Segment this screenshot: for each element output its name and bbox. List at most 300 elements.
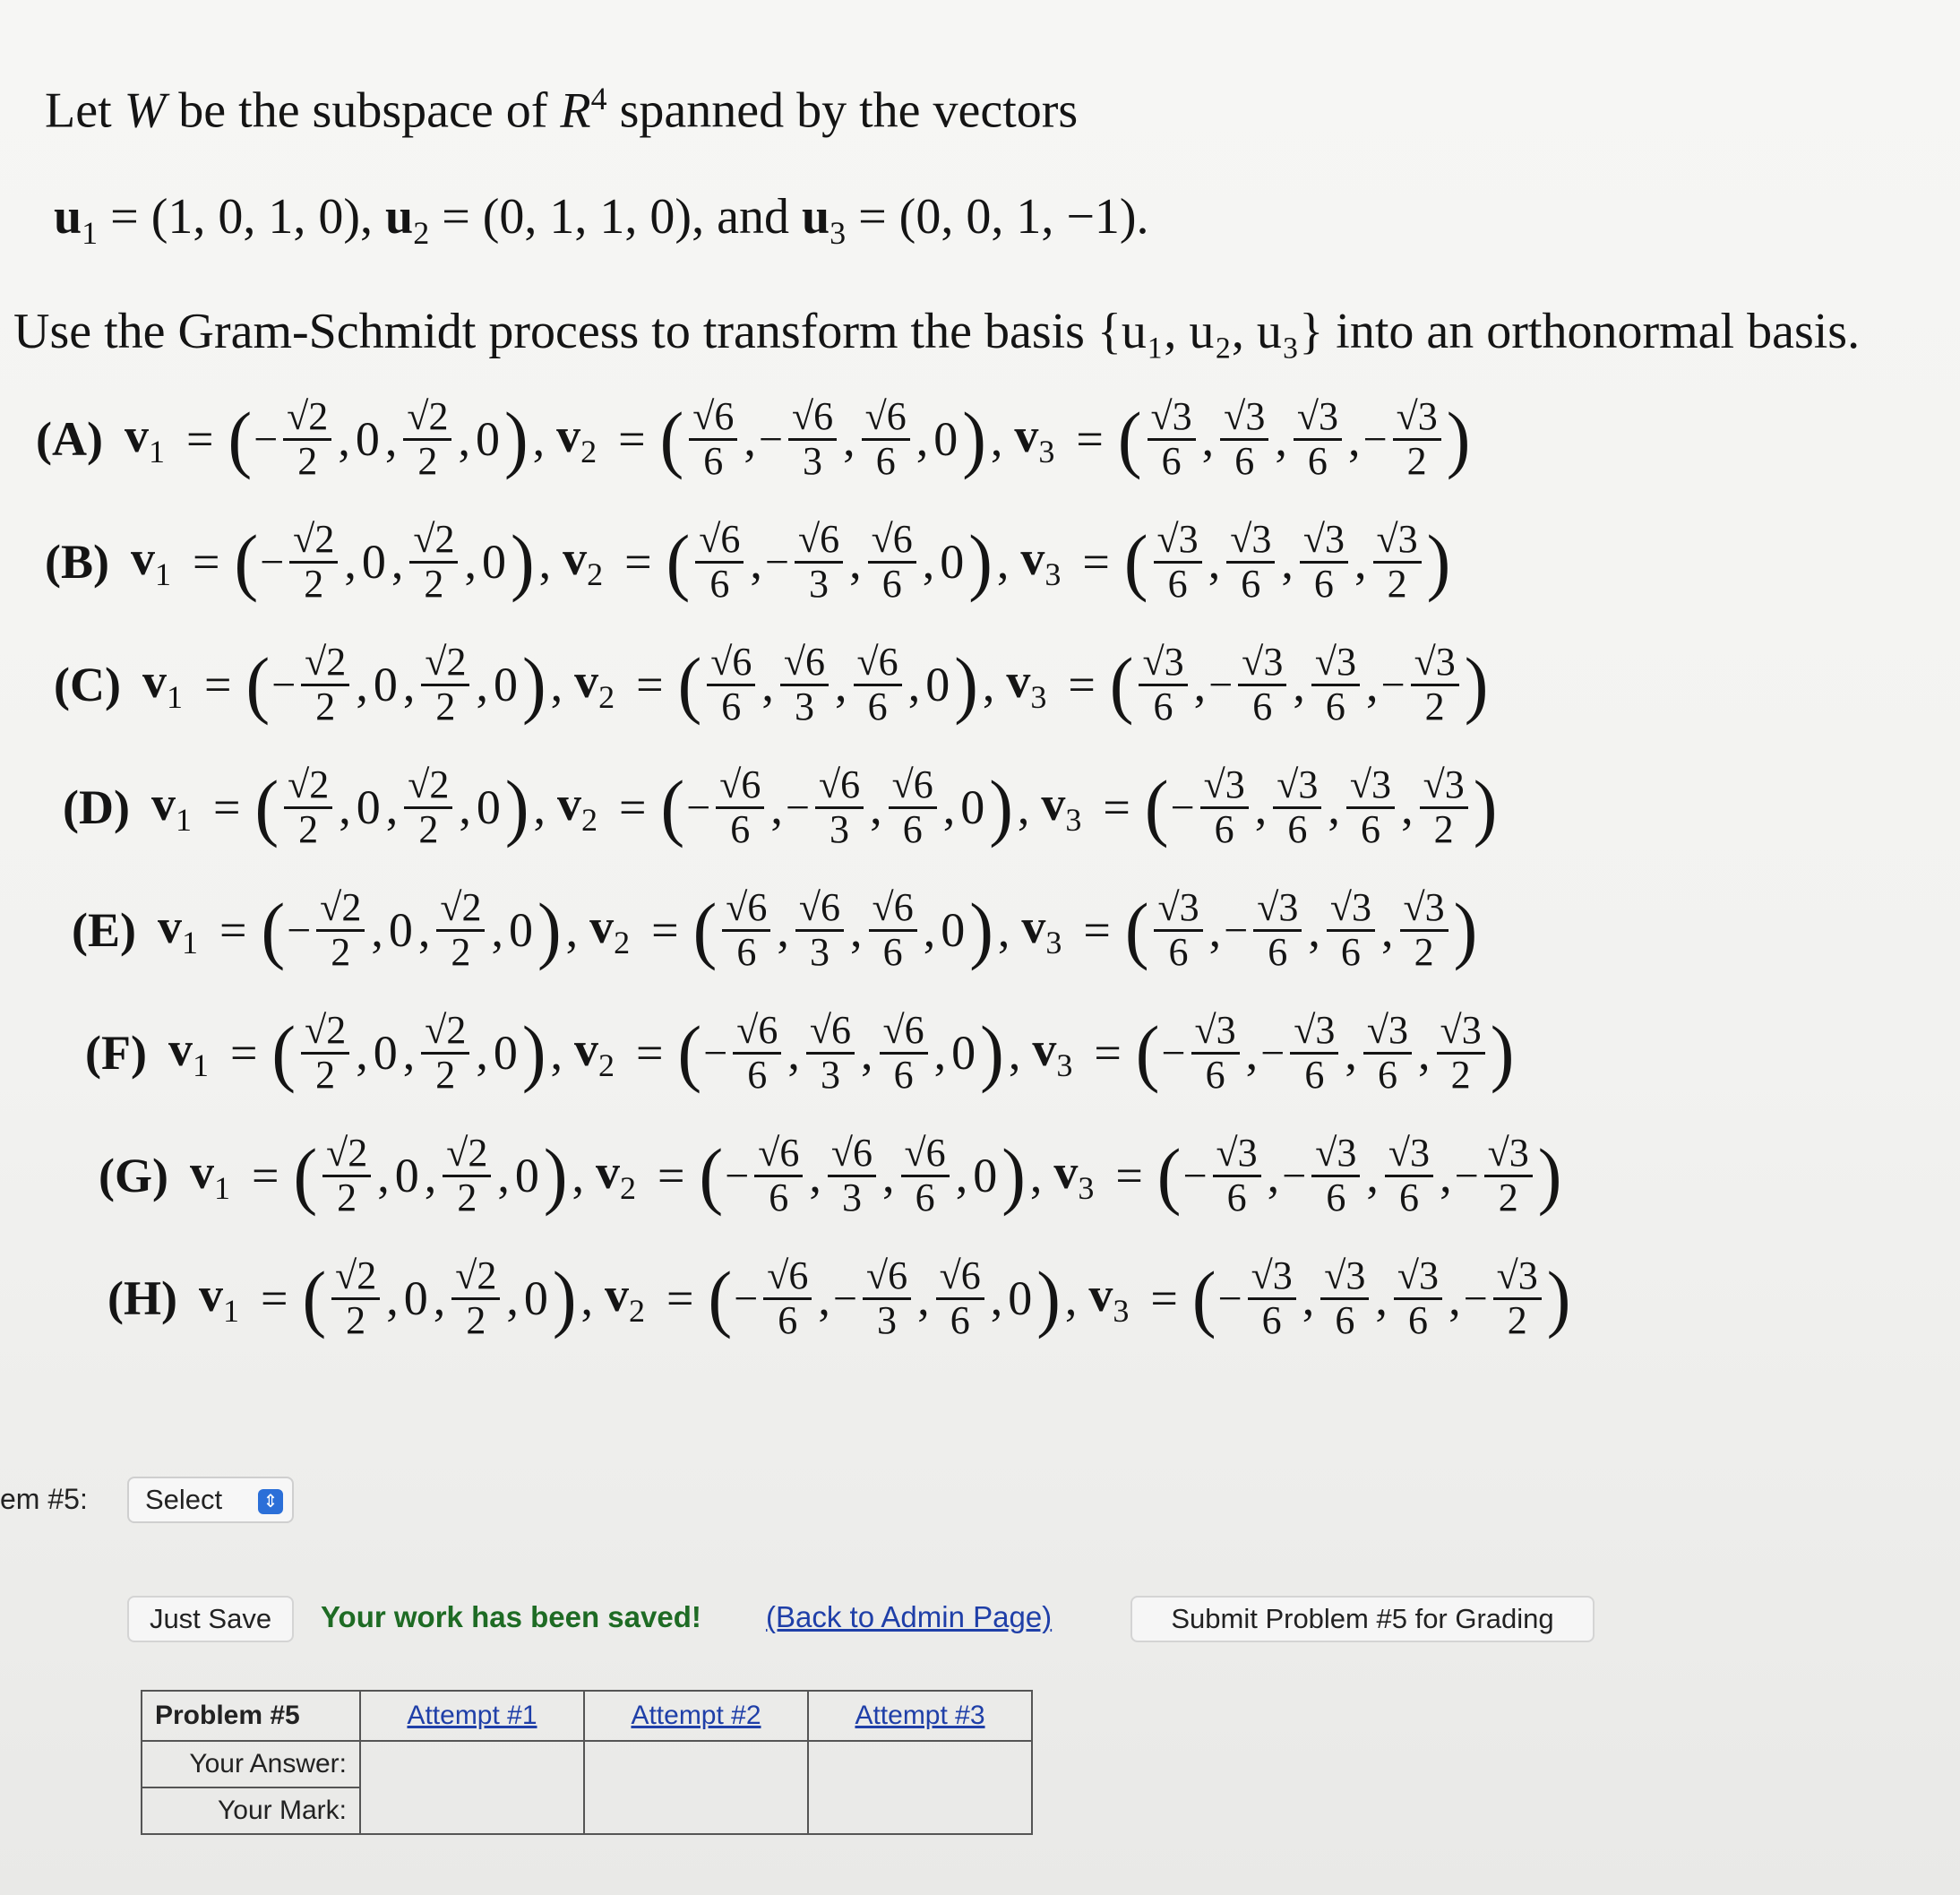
close-paren: ) — [1036, 1256, 1061, 1340]
fraction — [1346, 764, 1395, 849]
fraction-component — [280, 764, 336, 849]
equals-sign: = — [619, 780, 647, 834]
fraction-component — [1390, 1255, 1446, 1340]
close-paren: ) — [969, 888, 993, 972]
component-value: 0 — [394, 1149, 419, 1202]
fraction-numerator: √6 — [901, 1133, 950, 1176]
vector-name: $v_2$ — [574, 1022, 615, 1083]
fraction-numerator: √3 — [1294, 396, 1342, 440]
close-paren: ) — [543, 1133, 568, 1218]
your-answer-label: Your Answer: — [142, 1741, 360, 1787]
fraction — [1220, 396, 1268, 481]
fraction-component — [692, 519, 747, 604]
fraction-denominator: 2 — [417, 438, 438, 483]
fraction-numerator: √2 — [436, 887, 485, 931]
fraction-denominator: 3 — [877, 1297, 898, 1342]
fraction-denominator: 2 — [466, 1297, 486, 1342]
vector-name: $v_2$ — [605, 1268, 646, 1329]
equals-sign: = — [658, 1149, 685, 1202]
fraction-denominator: 6 — [721, 684, 742, 728]
fraction-numerator: √3 — [1320, 1255, 1369, 1299]
vector-subscript: 2 — [598, 678, 615, 715]
equals-sign: = — [251, 1149, 279, 1202]
fraction-component — [718, 887, 774, 972]
component-value: 0 — [475, 412, 500, 466]
fraction — [695, 519, 744, 604]
equals-sign: = — [229, 1026, 258, 1080]
close-paren: ) — [521, 1011, 546, 1095]
comma: , — [533, 780, 546, 834]
fraction-numerator: √2 — [404, 764, 452, 808]
comma: , — [1381, 903, 1394, 957]
fraction-denominator: 2 — [337, 1175, 357, 1219]
minus-sign: − — [1260, 1029, 1285, 1077]
fraction-numerator: √3 — [1248, 1255, 1296, 1299]
attempt-2-link[interactable]: Attempt #2 — [584, 1691, 808, 1741]
fraction — [854, 642, 902, 727]
fraction-component — [792, 887, 847, 972]
fraction-numerator: √3 — [1213, 1133, 1261, 1176]
minus-sign: − — [1380, 660, 1406, 709]
component-value: 0 — [361, 535, 386, 589]
fraction-denominator: 6 — [915, 1175, 935, 1219]
vector-subscript: 3 — [1113, 1292, 1130, 1329]
fraction — [815, 764, 864, 849]
fraction-denominator: 6 — [1268, 929, 1288, 974]
fraction — [763, 1255, 812, 1340]
fraction — [889, 764, 937, 849]
fraction-denominator: 6 — [893, 1052, 914, 1097]
close-paren: ) — [954, 642, 978, 727]
comma: , — [565, 903, 579, 957]
fraction — [1484, 1133, 1533, 1218]
equals-sign: = — [192, 535, 220, 589]
comma: , — [550, 658, 563, 711]
comma: , — [1029, 1149, 1043, 1202]
comma: , — [1275, 412, 1287, 466]
equals-sign: = — [1082, 535, 1110, 589]
component-value: 0 — [355, 412, 380, 466]
component-value: 0 — [940, 535, 965, 589]
fraction-component — [765, 519, 847, 604]
fraction-numerator: √6 — [795, 887, 844, 931]
fraction — [283, 396, 331, 481]
minus-sign: − — [1454, 1151, 1479, 1200]
attempt-3-link[interactable]: Attempt #3 — [808, 1691, 1032, 1741]
basis-vectors: $u_1 = (1$, 0, 1, 0), $u_2 = (0$, 1, 1, 0), and $u_3 = (0$, 0, 1, −1). — [54, 189, 1149, 252]
fraction-component — [319, 1133, 374, 1218]
fraction-numerator: √3 — [1148, 396, 1196, 440]
back-to-admin-link[interactable]: (Back to Admin Page) — [766, 1600, 1053, 1633]
fraction-denominator: 6 — [1153, 684, 1173, 728]
fraction-denominator: 6 — [1226, 1175, 1247, 1219]
comma: , — [1375, 1271, 1388, 1325]
fraction-denominator: 6 — [881, 561, 902, 606]
updown-chevron-icon: ⇕ — [258, 1489, 283, 1514]
comma: , — [1354, 535, 1367, 589]
table-cell — [808, 1787, 1032, 1834]
fraction-denominator: 6 — [1326, 1175, 1346, 1219]
choice-row — [54, 631, 1490, 738]
fraction-component — [725, 1133, 806, 1218]
open-paren: ( — [261, 888, 286, 972]
fraction — [451, 1255, 500, 1340]
fraction-numerator: √6 — [868, 519, 916, 563]
minus-sign: − — [725, 1151, 750, 1200]
vector-subscript: 3 — [1078, 1169, 1095, 1206]
open-paren: ( — [302, 1256, 327, 1340]
fraction — [331, 1255, 380, 1340]
equals-sign: = — [1150, 1271, 1178, 1325]
comma: , — [942, 780, 956, 834]
comma: , — [955, 1149, 968, 1202]
fraction-numerator: √2 — [316, 887, 365, 931]
minus-sign: − — [1224, 906, 1249, 954]
fraction-component — [1150, 519, 1206, 604]
fraction-numerator: √3 — [1400, 887, 1449, 931]
fraction-component — [786, 764, 867, 849]
fraction-component — [433, 887, 488, 972]
fraction — [936, 1255, 984, 1340]
fraction-numerator: √3 — [1154, 519, 1202, 563]
fraction — [1139, 642, 1187, 727]
fraction — [1400, 887, 1449, 972]
close-paren: ) — [1537, 1133, 1562, 1218]
comma: , — [1245, 1026, 1259, 1080]
vector-name: $v_3$ — [1088, 1268, 1130, 1329]
comma: , — [538, 535, 552, 589]
fraction-numerator: √6 — [788, 396, 837, 440]
choice-row — [72, 876, 1479, 984]
component-value: 0 — [1008, 1271, 1033, 1325]
close-paren: ) — [989, 765, 1013, 849]
comma: , — [835, 658, 847, 711]
fraction-numerator: √2 — [301, 642, 349, 685]
close-paren: ) — [1453, 888, 1478, 972]
fraction-component — [1343, 764, 1398, 849]
fraction-numerator: √6 — [863, 1255, 911, 1299]
comma: , — [996, 535, 1010, 589]
problem-item-label: em #5: — [0, 1483, 88, 1515]
fraction-denominator: 2 — [1424, 684, 1445, 728]
open-paren: ( — [1191, 1256, 1216, 1340]
choice-letter: (A) — [36, 412, 103, 466]
close-paren: ) — [1464, 642, 1489, 727]
comma: , — [982, 658, 995, 711]
fraction-denominator: 3 — [820, 1052, 840, 1097]
choice-row — [45, 508, 1452, 616]
comma: , — [506, 1271, 519, 1325]
fraction-numerator: √2 — [301, 1010, 349, 1054]
fraction — [1385, 1133, 1433, 1218]
fraction-component — [260, 519, 341, 604]
comma: , — [464, 535, 477, 589]
attempt-1-link[interactable]: Attempt #1 — [360, 1691, 584, 1741]
component-value: 0 — [523, 1271, 548, 1325]
vector-subscript: 1 — [154, 556, 171, 592]
choice-letter: (D) — [63, 780, 130, 834]
fraction-component — [864, 519, 920, 604]
comma: , — [384, 412, 398, 466]
minus-sign: − — [271, 660, 297, 709]
fraction — [1253, 887, 1302, 972]
fraction — [421, 1010, 469, 1095]
fraction-component — [1416, 764, 1472, 849]
fraction-component — [1363, 396, 1444, 481]
choice-letter: (G) — [99, 1149, 168, 1202]
equals-sign: = — [624, 535, 652, 589]
comma: , — [882, 1149, 895, 1202]
fraction — [301, 1010, 349, 1095]
choice-row — [99, 1122, 1563, 1229]
fraction-denominator: 2 — [1450, 1052, 1471, 1097]
vector-subscript: 1 — [192, 1047, 209, 1083]
fraction-denominator: 6 — [1234, 438, 1255, 483]
open-paren: ( — [1156, 1133, 1182, 1218]
equals-sign: = — [636, 658, 664, 711]
comma: , — [750, 535, 762, 589]
minus-sign: − — [1170, 783, 1195, 831]
close-paren: ) — [980, 1011, 1004, 1095]
fraction-component — [1381, 1133, 1437, 1218]
fraction-denominator: 6 — [778, 1297, 798, 1342]
fraction-numerator: √2 — [421, 642, 469, 685]
fraction — [1311, 642, 1360, 727]
fraction-numerator: √2 — [289, 519, 338, 563]
fraction-component — [1380, 642, 1462, 727]
fraction — [1154, 887, 1202, 972]
fraction — [869, 887, 917, 972]
close-paren: ) — [1546, 1256, 1571, 1340]
component-value: 0 — [508, 903, 533, 957]
intro-line: Let W be the subspace of $R^4$ spanned by the vectors — [45, 81, 1079, 139]
problem-statement — [45, 63, 1926, 147]
comma: , — [433, 1271, 446, 1325]
fraction — [322, 1133, 371, 1218]
vector-name: $v_1$ — [198, 1268, 239, 1329]
fraction-numerator: √6 — [936, 1255, 984, 1299]
fraction-numerator: √3 — [1394, 1255, 1442, 1299]
equals-sign: = — [651, 903, 679, 957]
fraction-denominator: 3 — [830, 806, 850, 851]
fraction-numerator: √6 — [862, 396, 910, 440]
comma: , — [1345, 1026, 1357, 1080]
fraction-component — [850, 642, 906, 727]
comma: , — [356, 658, 368, 711]
fraction-denominator: 3 — [803, 438, 823, 483]
fraction — [1327, 887, 1375, 972]
fraction — [1363, 1010, 1412, 1095]
component-value: 0 — [476, 780, 501, 834]
vector-name: $v_2$ — [574, 654, 615, 715]
fraction-denominator: 6 — [1205, 1052, 1225, 1097]
fraction-component — [885, 764, 941, 849]
fraction-denominator: 2 — [1498, 1175, 1518, 1219]
fraction-numerator: √3 — [1311, 1133, 1360, 1176]
fraction — [289, 519, 338, 604]
fraction — [1213, 1133, 1261, 1218]
close-paren: ) — [1473, 765, 1498, 849]
fraction-component — [1260, 1010, 1342, 1095]
comma: , — [990, 1271, 1003, 1325]
fraction-component — [1308, 642, 1363, 727]
choice-letter: (E) — [72, 903, 136, 957]
fraction — [1373, 519, 1422, 604]
fraction — [1393, 396, 1441, 481]
fraction-component — [685, 396, 741, 481]
close-paren: ) — [504, 765, 529, 849]
vector-name: $v_2$ — [563, 531, 604, 592]
fraction — [421, 642, 469, 727]
fraction — [1437, 1010, 1485, 1095]
fraction-component — [1317, 1255, 1372, 1340]
comma: , — [861, 1026, 873, 1080]
fraction-numerator: √3 — [1411, 642, 1459, 685]
fraction-component — [1182, 1133, 1264, 1218]
comma: , — [402, 1026, 416, 1080]
comma: , — [761, 658, 774, 711]
fraction-denominator: 6 — [1340, 929, 1361, 974]
fraction-numerator: √3 — [1327, 887, 1375, 931]
fraction — [1248, 1255, 1296, 1340]
vector-name: $v_2$ — [556, 409, 597, 469]
fraction-component — [1360, 1010, 1415, 1095]
comma: , — [458, 412, 470, 466]
fraction-numerator: √3 — [1493, 1255, 1542, 1299]
fraction-numerator: √2 — [284, 764, 332, 808]
fraction-component — [1296, 519, 1352, 604]
fraction-denominator: 6 — [1241, 561, 1261, 606]
comma: , — [1193, 658, 1207, 711]
fraction-numerator: √2 — [283, 396, 331, 440]
close-paren: ) — [537, 888, 562, 972]
fraction — [443, 1133, 491, 1218]
comma: , — [843, 412, 855, 466]
close-paren: ) — [1001, 1133, 1026, 1218]
fraction — [1420, 764, 1468, 849]
open-paren: ( — [1109, 642, 1134, 727]
fraction-component — [933, 1255, 988, 1340]
minus-sign: − — [1208, 660, 1234, 709]
open-paren: ( — [1123, 520, 1148, 604]
fraction-denominator: 6 — [867, 684, 888, 728]
fraction-component — [1224, 887, 1305, 972]
just-save-button[interactable]: Just Save — [127, 1596, 294, 1642]
fraction — [1273, 764, 1321, 849]
fraction-denominator: 6 — [709, 561, 730, 606]
close-paren: ) — [503, 397, 529, 481]
comma: , — [377, 1149, 390, 1202]
fraction-denominator: 2 — [346, 1297, 366, 1342]
fraction-denominator: 2 — [435, 1052, 456, 1097]
fraction — [1493, 1255, 1542, 1340]
equals-sign: = — [1103, 780, 1130, 834]
comma: , — [922, 535, 935, 589]
open-paren: ( — [234, 520, 259, 604]
fraction-component — [287, 887, 368, 972]
vector-subscript: 2 — [581, 801, 598, 838]
fraction-denominator: 6 — [1214, 806, 1234, 851]
fraction — [316, 887, 365, 972]
instruction-line: Use the Gram-Schmidt process to transform the basis {u₁, u₂, u₃} into an orthonormal basis. — [13, 304, 1861, 359]
your-mark-label: Your Mark: — [142, 1787, 360, 1834]
fraction-numerator: √6 — [707, 642, 755, 685]
fraction — [1300, 519, 1348, 604]
fraction-numerator: √6 — [815, 764, 864, 808]
fraction — [880, 1010, 928, 1095]
fraction-denominator: 2 — [315, 1052, 336, 1097]
minus-sign: − — [764, 538, 789, 586]
comma: , — [1201, 412, 1215, 466]
comma: , — [580, 1271, 594, 1325]
component-value: 0 — [403, 1271, 428, 1325]
open-paren: ( — [1144, 765, 1169, 849]
fraction — [1294, 396, 1342, 481]
vector-subscript: 2 — [614, 924, 631, 960]
fraction-numerator: √2 — [403, 396, 451, 440]
comma: , — [1401, 780, 1414, 834]
fraction — [301, 642, 349, 727]
comma: , — [1208, 903, 1222, 957]
table-cell — [584, 1741, 808, 1787]
saved-message: Your work has been saved! — [321, 1600, 701, 1633]
fraction — [806, 1010, 855, 1095]
fraction-numerator: √6 — [716, 764, 764, 808]
open-paren: ( — [699, 1133, 724, 1218]
vector-name: $v_2$ — [557, 777, 598, 838]
fraction-numerator: √6 — [754, 1133, 803, 1176]
fraction-component — [417, 642, 473, 727]
comma: , — [850, 903, 863, 957]
vector-subscript: 1 — [175, 801, 192, 838]
fraction-denominator: 2 — [424, 561, 444, 606]
fraction-numerator: √2 — [451, 1255, 500, 1299]
fraction-denominator: 2 — [1414, 929, 1434, 974]
comma: , — [1347, 412, 1361, 466]
minus-sign: − — [1363, 415, 1388, 463]
comma: , — [417, 903, 431, 957]
fraction — [403, 396, 451, 481]
fraction-numerator: √3 — [1154, 887, 1202, 931]
fraction-numerator: √2 — [443, 1133, 491, 1176]
close-paren: ) — [552, 1256, 577, 1340]
comma: , — [1440, 1149, 1452, 1202]
fraction-numerator: √6 — [854, 642, 902, 685]
fraction-numerator: √3 — [1226, 519, 1275, 563]
fraction-numerator: √3 — [1363, 1010, 1412, 1054]
fraction — [868, 519, 916, 604]
minus-sign: − — [703, 1029, 728, 1077]
fraction-component — [1290, 396, 1345, 481]
answer-select[interactable] — [127, 1477, 294, 1523]
comma: , — [1254, 780, 1268, 834]
submit-for-grading-button[interactable]: Submit Problem #5 for Grading — [1130, 1596, 1595, 1642]
fraction-component — [1208, 642, 1290, 727]
open-paren: ( — [228, 397, 253, 481]
fraction-denominator: 3 — [809, 561, 830, 606]
fraction-component — [1216, 396, 1272, 481]
fraction-numerator: √6 — [806, 1010, 855, 1054]
equals-sign: = — [1083, 903, 1111, 957]
minus-sign: − — [1161, 1029, 1186, 1077]
open-paren: ( — [1135, 1011, 1160, 1095]
fraction — [795, 519, 843, 604]
fraction-component — [439, 1133, 494, 1218]
fraction-numerator: √3 — [1346, 764, 1395, 808]
fraction-denominator: 3 — [794, 684, 814, 728]
fraction-numerator: √3 — [1420, 764, 1468, 808]
fraction-numerator: √3 — [1484, 1133, 1533, 1176]
